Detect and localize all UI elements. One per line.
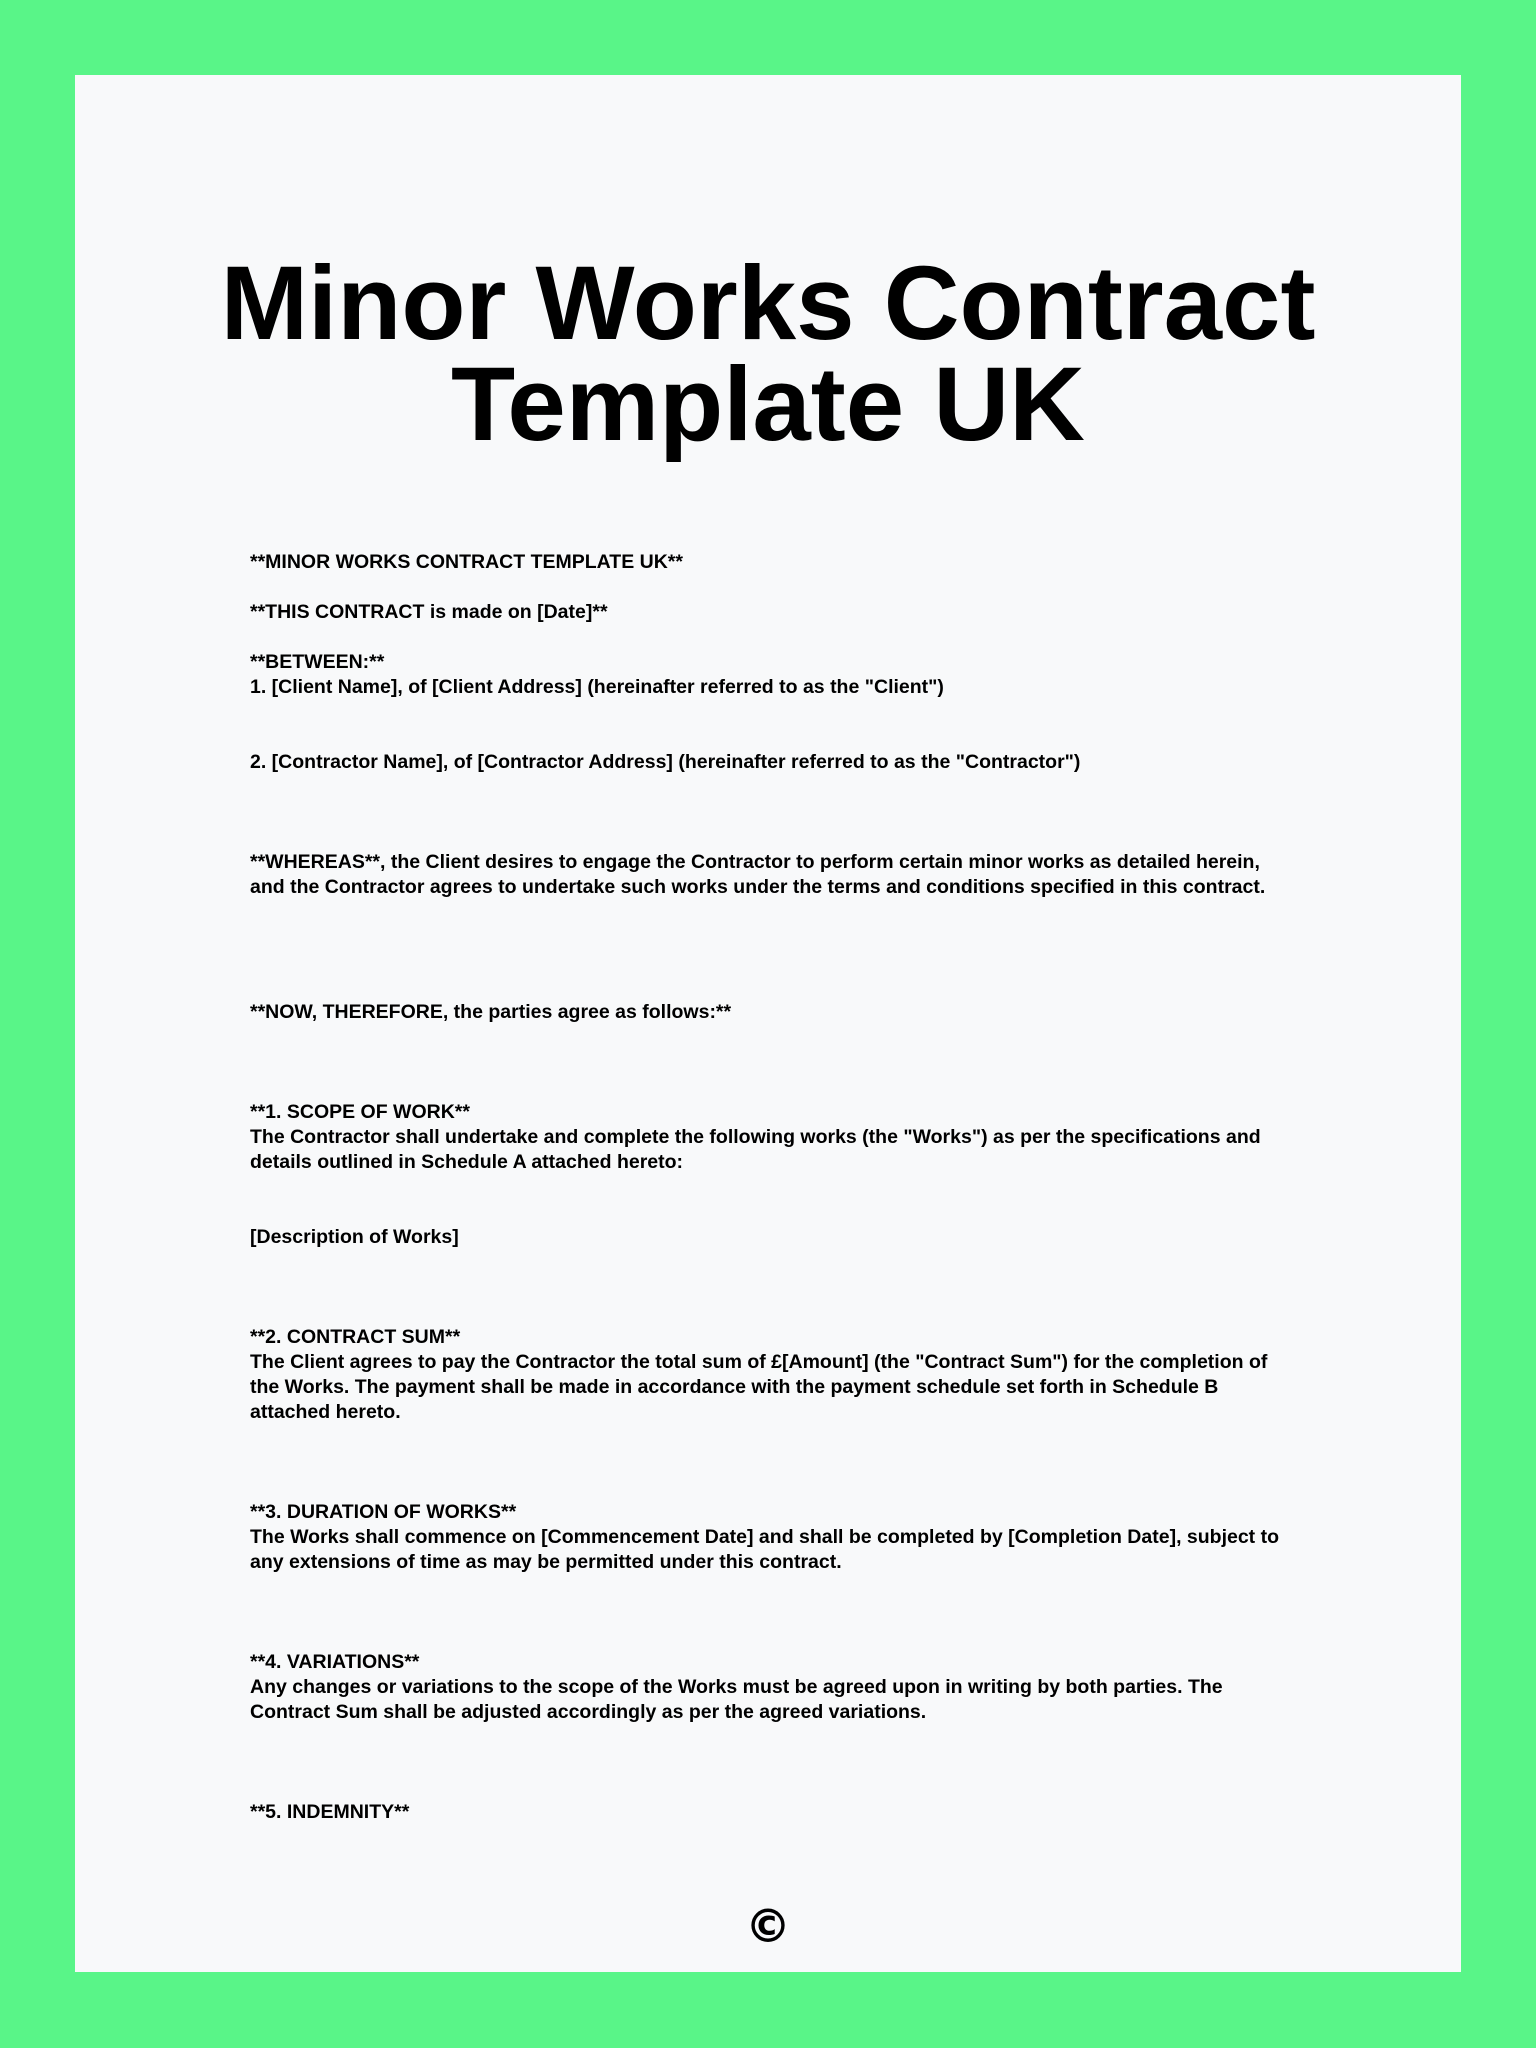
document-page	[75, 75, 1461, 1972]
party-contractor: 2. [Contractor Name], of [Contractor Address] (hereinafter referred to as the "Contractor")	[250, 751, 1081, 773]
contract-date-line: **THIS CONTRACT is made on [Date]**	[250, 601, 608, 623]
whereas-clause: **WHEREAS**, the Client desires to engage the Contractor to perform certain minor works as detailed herein, and the Contractor agrees to undertake such works under the terms and conditions specified in this contract.	[250, 851, 1266, 898]
section-body: The Client agrees to pay the Contractor the total sum of £[Amount] (the "Contract Sum") for the completion of the Works. The payment shall be made in accordance with the payment schedule set forth in Schedule B attached hereto.	[250, 1351, 1268, 1423]
document-title-line-1: Minor Works Contract	[220, 245, 1316, 362]
section-body: Any changes or variations to the scope of the Works must be agreed upon in writing by both parties. The Contract Sum shall be adjusted accordingly as per the agreed variations.	[250, 1676, 1223, 1723]
description-of-works: [Description of Works]	[250, 1226, 459, 1248]
now-therefore-clause: **NOW, THEREFORE, the parties agree as follows:**	[250, 1001, 732, 1023]
section-scope-of-work	[250, 1100, 1295, 1175]
section-body: The Contractor shall undertake and complete the following works (the "Works") as per the specifications and details outlined in Schedule A attached hereto:	[250, 1126, 1261, 1173]
document-title-line-2: Template UK	[451, 346, 1085, 463]
party-client: 1. [Client Name], of [Client Address] (hereinafter referred to as the "Client")	[250, 676, 944, 698]
section-variations	[250, 1650, 1295, 1725]
section-indemnity-heading: **5. INDEMNITY**	[250, 1801, 410, 1823]
section-duration-of-works	[250, 1500, 1295, 1575]
section-contract-sum	[250, 1325, 1295, 1425]
copyright-icon: ©	[745, 1899, 791, 1953]
between-label: **BETWEEN:**	[250, 651, 385, 673]
section-body: The Works shall commence on [Commencement Date] and shall be completed by [Completion Date], subject to any extensions of time as may be permitted under this contract.	[250, 1526, 1279, 1573]
document-title	[75, 245, 1461, 463]
section-heading: **2. CONTRACT SUM**	[250, 1326, 461, 1348]
section-heading: **3. DURATION OF WORKS**	[250, 1501, 517, 1523]
section-heading: **4. VARIATIONS**	[250, 1651, 420, 1673]
section-heading: **1. SCOPE OF WORK**	[250, 1101, 470, 1123]
contract-heading: **MINOR WORKS CONTRACT TEMPLATE UK**	[250, 551, 683, 573]
parties-section	[250, 650, 1295, 700]
